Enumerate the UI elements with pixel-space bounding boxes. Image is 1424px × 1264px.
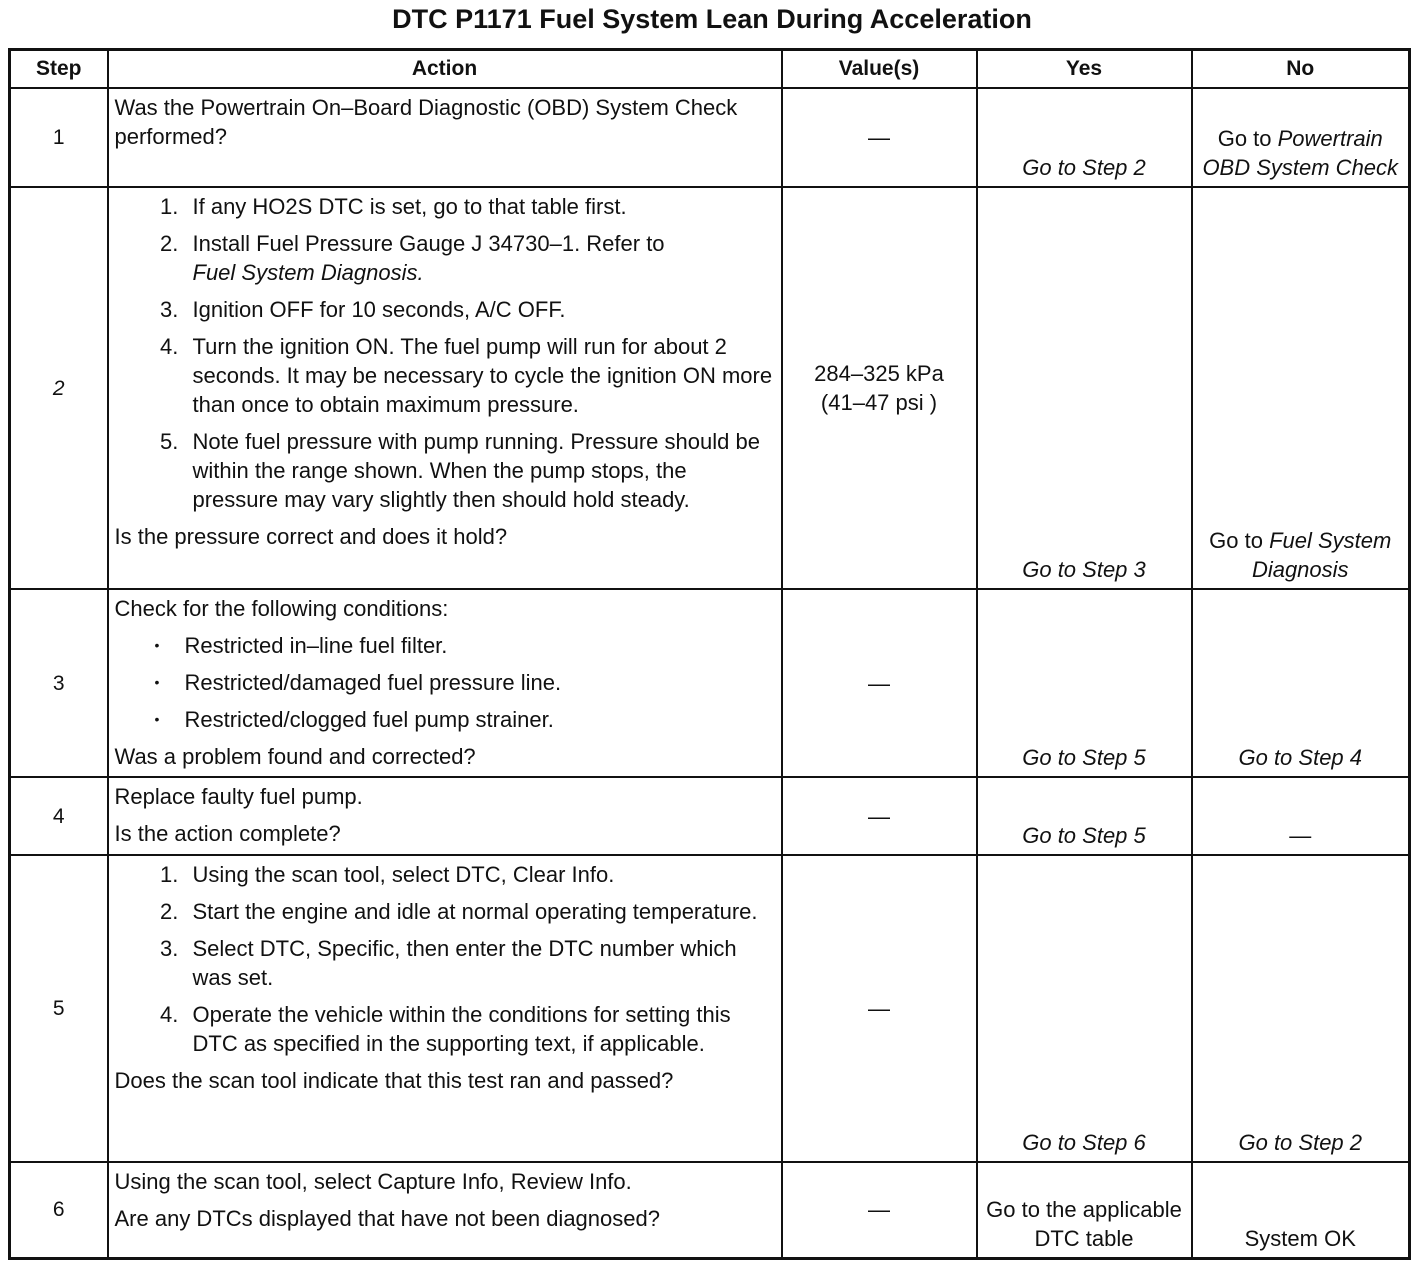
no-cell: System OK: [1192, 1162, 1410, 1258]
action-step: 1. Using the scan tool, select DTC, Clear Info.: [185, 860, 773, 889]
action-step-reference: Fuel System Diagnosis.: [192, 260, 424, 285]
value-cell: —: [782, 855, 977, 1162]
step-number: 6: [10, 1162, 108, 1258]
condition-item: • Restricted/damaged fuel pressure line.: [185, 668, 773, 697]
value-cell: —: [782, 88, 977, 187]
header-row: [10, 50, 1410, 89]
action-question: Are any DTCs displayed that have not been diagnosed?: [114, 1206, 660, 1231]
action-question: Was the Powertrain On–Board Diagnostic (OBD) System Check performed?: [114, 95, 738, 149]
no-link-text: Fuel System Diagnosis: [1251, 528, 1392, 582]
no-prefix: Go to: [1217, 126, 1278, 151]
action-step: 5. Note fuel pressure with pump running. Pressure should be within the range shown. When the pump stops, the pressure may vary slightly then should hold steady.: [185, 427, 773, 514]
action-step: [185, 229, 773, 287]
table-row-step-3: [10, 589, 1410, 777]
no-cell: Go to Step 4: [1192, 589, 1410, 777]
action-step: 2. Start the engine and idle at normal operating temperature.: [185, 897, 773, 926]
value-cell: —: [782, 589, 977, 777]
action-steps: [115, 860, 773, 1058]
action-step: 3. Ignition OFF for 10 seconds, A/C OFF.: [185, 295, 773, 324]
table-row-step-6: [10, 1162, 1410, 1258]
yes-cell: Go to Step 3: [977, 187, 1192, 589]
header-values: Value(s): [782, 50, 977, 89]
action-cell: [108, 88, 782, 187]
action-question: Is the action complete?: [114, 821, 341, 846]
yes-cell: Go to Step 5: [977, 777, 1192, 855]
action-step: 4. Operate the vehicle within the conditions for setting this DTC as specified in the supporting text, if applicable.: [185, 1000, 773, 1058]
yes-cell: Go to the applicable DTC table: [977, 1162, 1192, 1258]
value-cell: —: [782, 1162, 977, 1258]
value-kpa: 284–325 kPa: [814, 361, 944, 386]
action-cell: [108, 777, 782, 855]
condition-item: • Restricted/clogged fuel pump strainer.: [185, 705, 773, 734]
action-cell: [108, 589, 782, 777]
step-number: 1: [10, 88, 108, 187]
yes-cell: Go to Step 6: [977, 855, 1192, 1162]
action-step: 3. Select DTC, Specific, then enter the DTC number which was set.: [185, 934, 773, 992]
condition-item: • Restricted in–line fuel filter.: [185, 631, 773, 660]
action-question: Is the pressure correct and does it hold?: [114, 524, 508, 549]
action-steps: [115, 192, 773, 514]
action-lead: Check for the following conditions:: [114, 596, 449, 621]
table-row-step-4: [10, 777, 1410, 855]
step-number: 2: [10, 187, 108, 589]
no-cell: [1192, 187, 1410, 589]
diagnostic-table: [8, 48, 1411, 1260]
action-question: Was a problem found and corrected?: [114, 744, 476, 769]
header-action: Action: [108, 50, 782, 89]
step-number: 4: [10, 777, 108, 855]
yes-cell: Go to Step 5: [977, 589, 1192, 777]
action-lead: Replace faulty fuel pump.: [114, 784, 363, 809]
action-cell: [108, 187, 782, 589]
action-cell: [108, 1162, 782, 1258]
header-no: No: [1192, 50, 1410, 89]
action-step-text: Install Fuel Pressure Gauge J 34730–1. Refer to: [192, 231, 665, 256]
table-row-step-1: [10, 88, 1410, 187]
condition-list: [115, 631, 773, 734]
header-yes: Yes: [977, 50, 1192, 89]
value-cell: [782, 187, 977, 589]
header-step: Step: [10, 50, 108, 89]
step-number: 5: [10, 855, 108, 1162]
value-cell: —: [782, 777, 977, 855]
action-step: 1. If any HO2S DTC is set, go to that table first.: [185, 192, 773, 221]
no-prefix: Go to: [1209, 528, 1270, 553]
step-number: 3: [10, 589, 108, 777]
no-link-text: Powertrain OBD System Check: [1202, 126, 1399, 180]
page-title: DTC P1171 Fuel System Lean During Acceleration: [392, 4, 1032, 34]
action-question: Does the scan tool indicate that this test ran and passed?: [114, 1068, 674, 1093]
table-row-step-2: [10, 187, 1410, 589]
no-cell: Go to Step 2: [1192, 855, 1410, 1162]
no-cell: [1192, 88, 1410, 187]
action-lead: Using the scan tool, select Capture Info, Review Info.: [114, 1169, 632, 1194]
no-cell: —: [1192, 777, 1410, 855]
value-psi: (41–47 psi ): [820, 390, 938, 415]
table-row-step-5: [10, 855, 1410, 1162]
yes-cell: Go to Step 2: [977, 88, 1192, 187]
action-step: 4. Turn the ignition ON. The fuel pump will run for about 2 seconds. It may be necessary to cycle the ignition ON more than once to obtain maximum pressure.: [185, 332, 773, 419]
action-cell: [108, 855, 782, 1162]
